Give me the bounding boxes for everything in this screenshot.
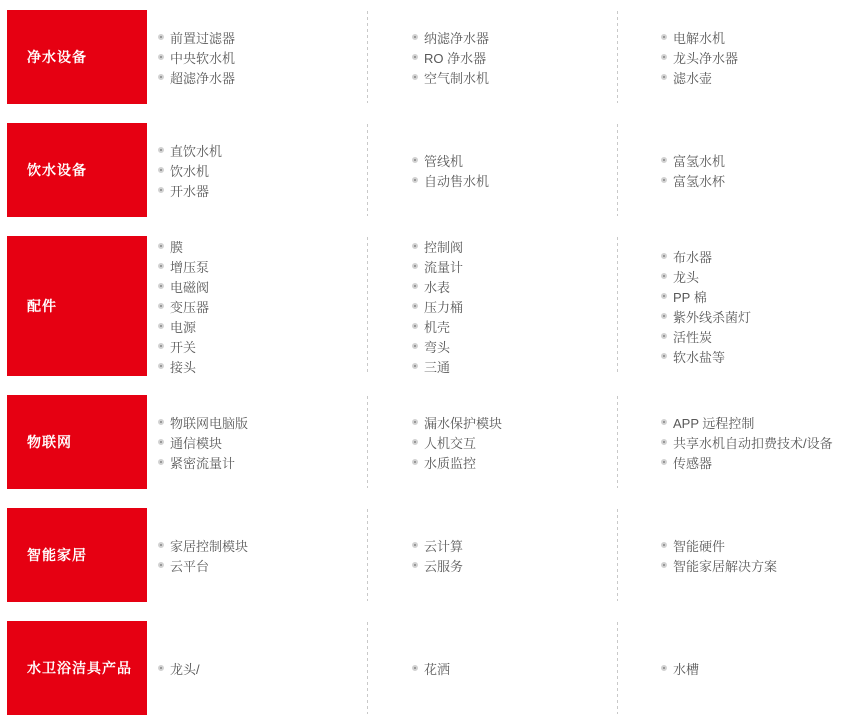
item-label: 共享水机自动扣费技术/设备 xyxy=(673,435,833,451)
bullet-icon xyxy=(661,313,667,319)
item-list xyxy=(661,246,860,366)
bullet-icon xyxy=(661,74,667,80)
bullet-icon xyxy=(412,74,418,80)
category-label: 配件 xyxy=(7,236,147,376)
list-item xyxy=(412,452,617,472)
item-label: 中央软水机 xyxy=(170,50,236,66)
item-label: 电磁阀 xyxy=(170,279,210,295)
category-label: 水卫浴洁具产品 xyxy=(7,621,147,715)
list-item xyxy=(661,432,860,452)
list-item xyxy=(412,432,617,452)
category-column-3 xyxy=(617,508,860,602)
bullet-icon xyxy=(158,459,164,465)
list-item xyxy=(412,316,617,336)
bullet-icon xyxy=(412,562,418,568)
item-label: 紫外线杀菌灯 xyxy=(673,309,752,325)
item-label: 空气制水机 xyxy=(424,70,490,86)
category-column-2 xyxy=(367,236,617,376)
item-list xyxy=(412,412,617,472)
item-list xyxy=(158,535,367,575)
item-label: 人机交互 xyxy=(424,435,477,451)
item-list xyxy=(412,27,617,87)
category-column-2 xyxy=(367,621,617,715)
item-label: 智能家居解决方案 xyxy=(673,558,778,574)
category-column-1 xyxy=(147,621,367,715)
list-item xyxy=(158,535,367,555)
category-row xyxy=(7,10,860,104)
list-item xyxy=(412,658,617,678)
bullet-icon xyxy=(158,263,164,269)
item-label: 变压器 xyxy=(170,299,210,315)
item-label: 传感器 xyxy=(673,455,713,471)
bullet-icon xyxy=(412,665,418,671)
list-item xyxy=(661,67,860,87)
list-item xyxy=(412,236,617,256)
list-item xyxy=(158,412,367,432)
item-label: 紧密流量计 xyxy=(170,455,236,471)
list-item xyxy=(158,256,367,276)
item-label: 压力桶 xyxy=(424,299,464,315)
bullet-icon xyxy=(661,353,667,359)
list-item xyxy=(661,535,860,555)
item-label: 前置过滤器 xyxy=(170,30,236,46)
item-label: 纳滤净水器 xyxy=(424,30,490,46)
category-column-3 xyxy=(617,236,860,376)
list-item xyxy=(412,356,617,376)
list-item xyxy=(158,236,367,256)
list-item xyxy=(661,286,860,306)
bullet-icon xyxy=(158,243,164,249)
category-column-1 xyxy=(147,236,367,376)
item-label: 饮水机 xyxy=(170,163,210,179)
bullet-icon xyxy=(158,74,164,80)
item-label: APP 远程控制 xyxy=(673,415,755,431)
list-item xyxy=(661,326,860,346)
item-label: 龙头 xyxy=(673,269,700,285)
bullet-icon xyxy=(158,283,164,289)
item-list xyxy=(158,27,367,87)
bullet-icon xyxy=(661,459,667,465)
list-item xyxy=(412,412,617,432)
list-item xyxy=(661,412,860,432)
item-list xyxy=(158,658,367,678)
item-list xyxy=(158,236,367,376)
item-label: 通信模块 xyxy=(170,435,223,451)
category-column-3 xyxy=(617,123,860,217)
item-label: 布水器 xyxy=(673,249,713,265)
list-item xyxy=(158,27,367,47)
bullet-icon xyxy=(412,243,418,249)
list-item xyxy=(661,452,860,472)
category-column-2 xyxy=(367,123,617,217)
list-item xyxy=(412,555,617,575)
item-label: RO 净水器 xyxy=(424,50,487,66)
item-label: 云计算 xyxy=(424,538,464,554)
item-label: 膜 xyxy=(170,239,184,255)
item-label: 水表 xyxy=(424,279,451,295)
bullet-icon xyxy=(661,419,667,425)
item-label: PP 棉 xyxy=(673,289,707,305)
list-item xyxy=(158,555,367,575)
category-column-2 xyxy=(367,10,617,104)
bullet-icon xyxy=(412,34,418,40)
item-label: 富氢水机 xyxy=(673,153,726,169)
bullet-icon xyxy=(158,439,164,445)
item-list xyxy=(661,658,860,678)
bullet-icon xyxy=(412,419,418,425)
item-list xyxy=(158,412,367,472)
bullet-icon xyxy=(661,562,667,568)
item-list xyxy=(661,412,860,472)
category-column-1 xyxy=(147,508,367,602)
category-column-3 xyxy=(617,621,860,715)
list-item xyxy=(158,276,367,296)
bullet-icon xyxy=(158,187,164,193)
category-column-1 xyxy=(147,123,367,217)
category-column-1 xyxy=(147,10,367,104)
list-item xyxy=(412,170,617,190)
list-item xyxy=(412,256,617,276)
list-item xyxy=(158,452,367,472)
item-label: 云平台 xyxy=(170,558,210,574)
bullet-icon xyxy=(412,323,418,329)
bullet-icon xyxy=(158,54,164,60)
item-label: 软水盐等 xyxy=(673,349,726,365)
bullet-icon xyxy=(661,293,667,299)
item-label: 三通 xyxy=(424,359,451,375)
bullet-icon xyxy=(661,333,667,339)
list-item xyxy=(661,306,860,326)
list-item xyxy=(412,47,617,67)
category-row xyxy=(7,236,860,376)
category-label: 智能家居 xyxy=(7,508,147,602)
bullet-icon xyxy=(158,303,164,309)
item-list xyxy=(158,140,367,200)
list-item xyxy=(661,658,860,678)
list-item xyxy=(158,67,367,87)
bullet-icon xyxy=(412,157,418,163)
bullet-icon xyxy=(412,283,418,289)
bullet-icon xyxy=(661,157,667,163)
bullet-icon xyxy=(661,34,667,40)
item-label: 开关 xyxy=(170,339,197,355)
category-row xyxy=(7,123,860,217)
item-label: 机壳 xyxy=(424,319,451,335)
item-label: 智能硬件 xyxy=(673,538,726,554)
item-label: 电解水机 xyxy=(673,30,726,46)
list-item xyxy=(158,336,367,356)
category-label: 净水设备 xyxy=(7,10,147,104)
bullet-icon xyxy=(158,562,164,568)
list-item xyxy=(412,27,617,47)
category-column-2 xyxy=(367,395,617,489)
bullet-icon xyxy=(412,303,418,309)
list-item xyxy=(158,432,367,452)
item-label: 直饮水机 xyxy=(170,143,223,159)
bullet-icon xyxy=(158,363,164,369)
item-label: 水槽 xyxy=(673,661,700,677)
item-label: 接头 xyxy=(170,359,197,375)
list-item xyxy=(412,150,617,170)
item-label: 控制阀 xyxy=(424,239,464,255)
list-item xyxy=(158,140,367,160)
item-label: 水质监控 xyxy=(424,455,477,471)
category-row xyxy=(7,395,860,489)
item-label: 家居控制模块 xyxy=(170,538,249,554)
item-list xyxy=(412,535,617,575)
bullet-icon xyxy=(158,34,164,40)
bullet-icon xyxy=(661,439,667,445)
category-column-3 xyxy=(617,395,860,489)
item-label: 龙头净水器 xyxy=(673,50,739,66)
item-label: 漏水保护模块 xyxy=(424,415,503,431)
list-item xyxy=(158,47,367,67)
bullet-icon xyxy=(412,542,418,548)
category-row xyxy=(7,508,860,602)
bullet-icon xyxy=(412,439,418,445)
list-item xyxy=(412,296,617,316)
category-label: 物联网 xyxy=(7,395,147,489)
list-item xyxy=(158,160,367,180)
item-label: 活性炭 xyxy=(673,329,713,345)
item-list xyxy=(412,150,617,190)
category-column-1 xyxy=(147,395,367,489)
bullet-icon xyxy=(158,419,164,425)
list-item xyxy=(158,356,367,376)
category-column-3 xyxy=(617,10,860,104)
item-label: 富氢水杯 xyxy=(673,173,726,189)
bullet-icon xyxy=(661,273,667,279)
item-label: 增压泵 xyxy=(170,259,210,275)
bullet-icon xyxy=(661,54,667,60)
bullet-icon xyxy=(158,665,164,671)
item-list xyxy=(661,150,860,190)
bullet-icon xyxy=(661,253,667,259)
bullet-icon xyxy=(412,363,418,369)
item-label: 弯头 xyxy=(424,339,451,355)
item-label: 云服务 xyxy=(424,558,464,574)
bullet-icon xyxy=(412,177,418,183)
list-item xyxy=(661,346,860,366)
item-label: 开水器 xyxy=(170,183,210,199)
item-label: 自动售水机 xyxy=(424,173,490,189)
item-list xyxy=(412,236,617,376)
list-item xyxy=(158,316,367,336)
category-label: 饮水设备 xyxy=(7,123,147,217)
list-item xyxy=(661,555,860,575)
list-item xyxy=(412,276,617,296)
item-list xyxy=(661,27,860,87)
item-label: 龙头/ xyxy=(170,661,200,677)
bullet-icon xyxy=(661,542,667,548)
list-item xyxy=(661,150,860,170)
bullet-icon xyxy=(661,665,667,671)
item-label: 电源 xyxy=(170,319,197,335)
item-label: 花洒 xyxy=(424,661,451,677)
item-label: 流量计 xyxy=(424,259,464,275)
bullet-icon xyxy=(412,343,418,349)
list-item xyxy=(661,47,860,67)
bullet-icon xyxy=(661,177,667,183)
bullet-icon xyxy=(158,167,164,173)
list-item xyxy=(158,658,367,678)
list-item xyxy=(661,246,860,266)
list-item xyxy=(661,266,860,286)
item-list xyxy=(661,535,860,575)
bullet-icon xyxy=(412,54,418,60)
list-item xyxy=(661,170,860,190)
bullet-icon xyxy=(158,323,164,329)
category-column-2 xyxy=(367,508,617,602)
bullet-icon xyxy=(158,343,164,349)
item-label: 滤水壶 xyxy=(673,70,713,86)
bullet-icon xyxy=(158,147,164,153)
list-item xyxy=(158,296,367,316)
item-label: 管线机 xyxy=(424,153,464,169)
list-item xyxy=(158,180,367,200)
category-row xyxy=(7,621,860,715)
item-label: 超滤净水器 xyxy=(170,70,236,86)
item-label: 物联网电脑版 xyxy=(170,415,249,431)
bullet-icon xyxy=(412,263,418,269)
list-item xyxy=(412,336,617,356)
list-item xyxy=(412,67,617,87)
list-item xyxy=(412,535,617,555)
list-item xyxy=(661,27,860,47)
item-list xyxy=(412,658,617,678)
bullet-icon xyxy=(158,542,164,548)
bullet-icon xyxy=(412,459,418,465)
